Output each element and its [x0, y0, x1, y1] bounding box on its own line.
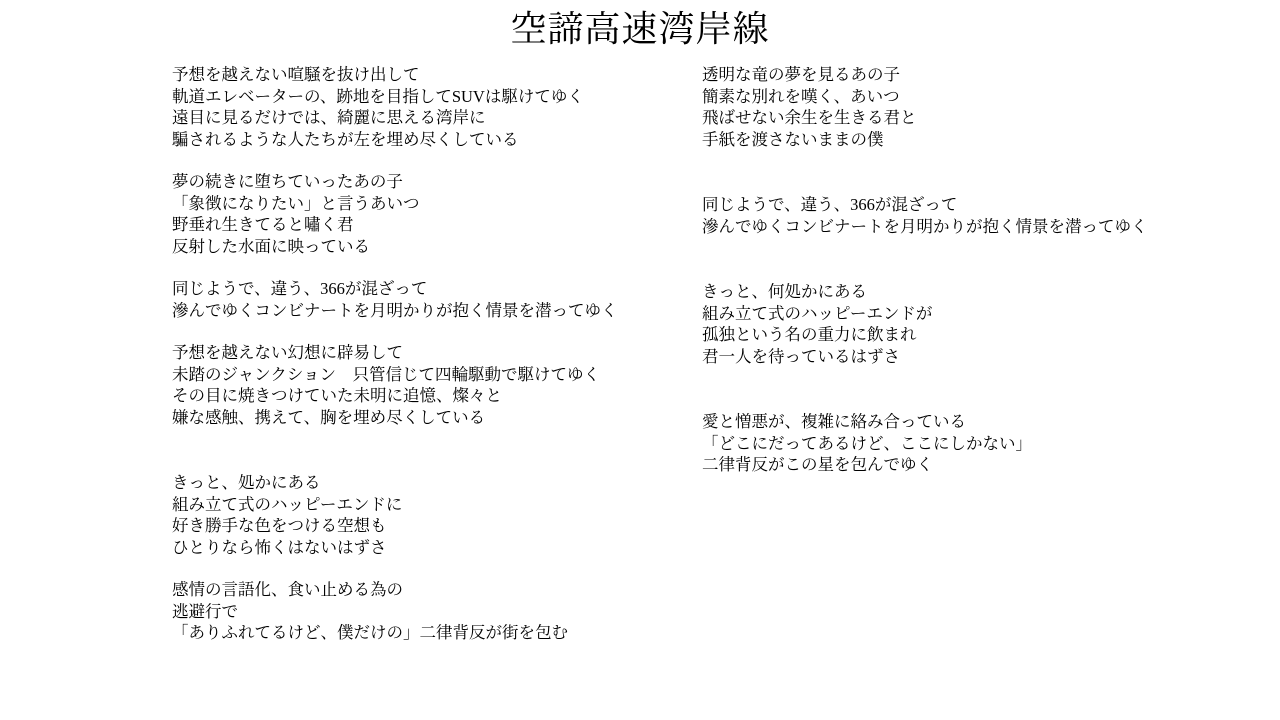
lyric-line: 予想を越えない喧騒を抜け出して [172, 65, 420, 84]
lyric-line: 滲んでゆくコンビナートを月明かりが抱く情景を潜ってゆく [172, 300, 618, 320]
lyric-line: 嫌な感触、携えて、胸を埋め尽くしている [172, 407, 486, 427]
stanza [702, 281, 1202, 367]
lyric-line: 同じようで、違う、366が混ざって [172, 279, 428, 298]
lyric-line: 遠目に見るだけでは、綺麗に思える湾岸に [172, 108, 486, 127]
lyric-line: 軌道エレベーターの、跡地を目指してSUVは駆けてゆく [172, 86, 584, 106]
stanza [702, 194, 1202, 237]
stanza [702, 64, 1202, 150]
lyric-line: 二律背反がこの星を包んでゆく [702, 455, 933, 474]
lyric-line: 野垂れ生きてると嘯く君 [172, 215, 354, 234]
lyric-line: 君一人を待っているはずさ [702, 346, 900, 366]
lyric-line: きっと、何処かにある [702, 282, 867, 301]
stanza [172, 64, 702, 150]
stanza [172, 472, 702, 558]
lyric-line: 好き勝手な色をつける空想も [172, 516, 387, 535]
lyric-line: その目に焼きつけていた未明に追憶、燦々と [172, 386, 502, 405]
lyric-line: 孤独という名の重力に飲まれ [702, 325, 917, 344]
lyric-line: 滲んでゆくコンビナートを月明かりが抱く情景を潜ってゆく [702, 216, 1148, 236]
lyric-line: 騙されるような人たちが左を埋め尽くしている [172, 129, 519, 149]
lyric-line: 夢の続きに堕ちていったあの子 [172, 172, 403, 191]
stanza [172, 278, 702, 321]
lyric-line: 逃避行で [172, 601, 238, 621]
lyric-line: 予想を越えない幻想に辟易して [172, 343, 403, 362]
lyric-line: 「ありふれてるけど、僕だけの」二律背反が街を包む [172, 623, 568, 642]
lyric-line: ひとりなら怖くはないはずさ [172, 537, 387, 557]
lyric-line: 感情の言語化、食い止める為の [172, 580, 403, 599]
lyric-line: 未踏のジャンクション 只管信じて四輪駆動で駆けてゆく [172, 364, 601, 384]
lyric-line: 組み立て式のハッピーエンドが [702, 303, 933, 323]
lyric-line: 「どこにだってあるけど、ここにしかない」 [702, 433, 1032, 453]
stanza [172, 342, 702, 428]
lyric-line: きっと、処かにある [172, 473, 321, 492]
lyric-line: 同じようで、違う、366が混ざって [702, 195, 958, 214]
lyric-line: 飛ばせない余生を生きる君と [702, 108, 917, 127]
stanza [172, 579, 702, 644]
lyric-line: 手紙を渡さないままの僕 [702, 129, 884, 149]
lyrics-column-left [172, 64, 702, 665]
lyric-line: 反射した水面に映っている [172, 236, 370, 256]
stanza [702, 411, 1202, 476]
lyric-line: 組み立て式のハッピーエンドに [172, 494, 403, 514]
lyric-line: 「象徴になりたい」と言うあいつ [172, 193, 420, 213]
page-title: 空諦高速湾岸線 [510, 9, 770, 49]
lyrics-column-right [702, 64, 1202, 665]
lyric-line: 簡素な別れを嘆く、あいつ [702, 86, 900, 106]
lyric-line: 透明な竜の夢を見るあの子 [702, 65, 900, 84]
lyric-line: 愛と憎悪が、複雑に絡み合っている [702, 412, 966, 431]
lyrics-columns [0, 64, 1280, 665]
stanza [172, 171, 702, 257]
